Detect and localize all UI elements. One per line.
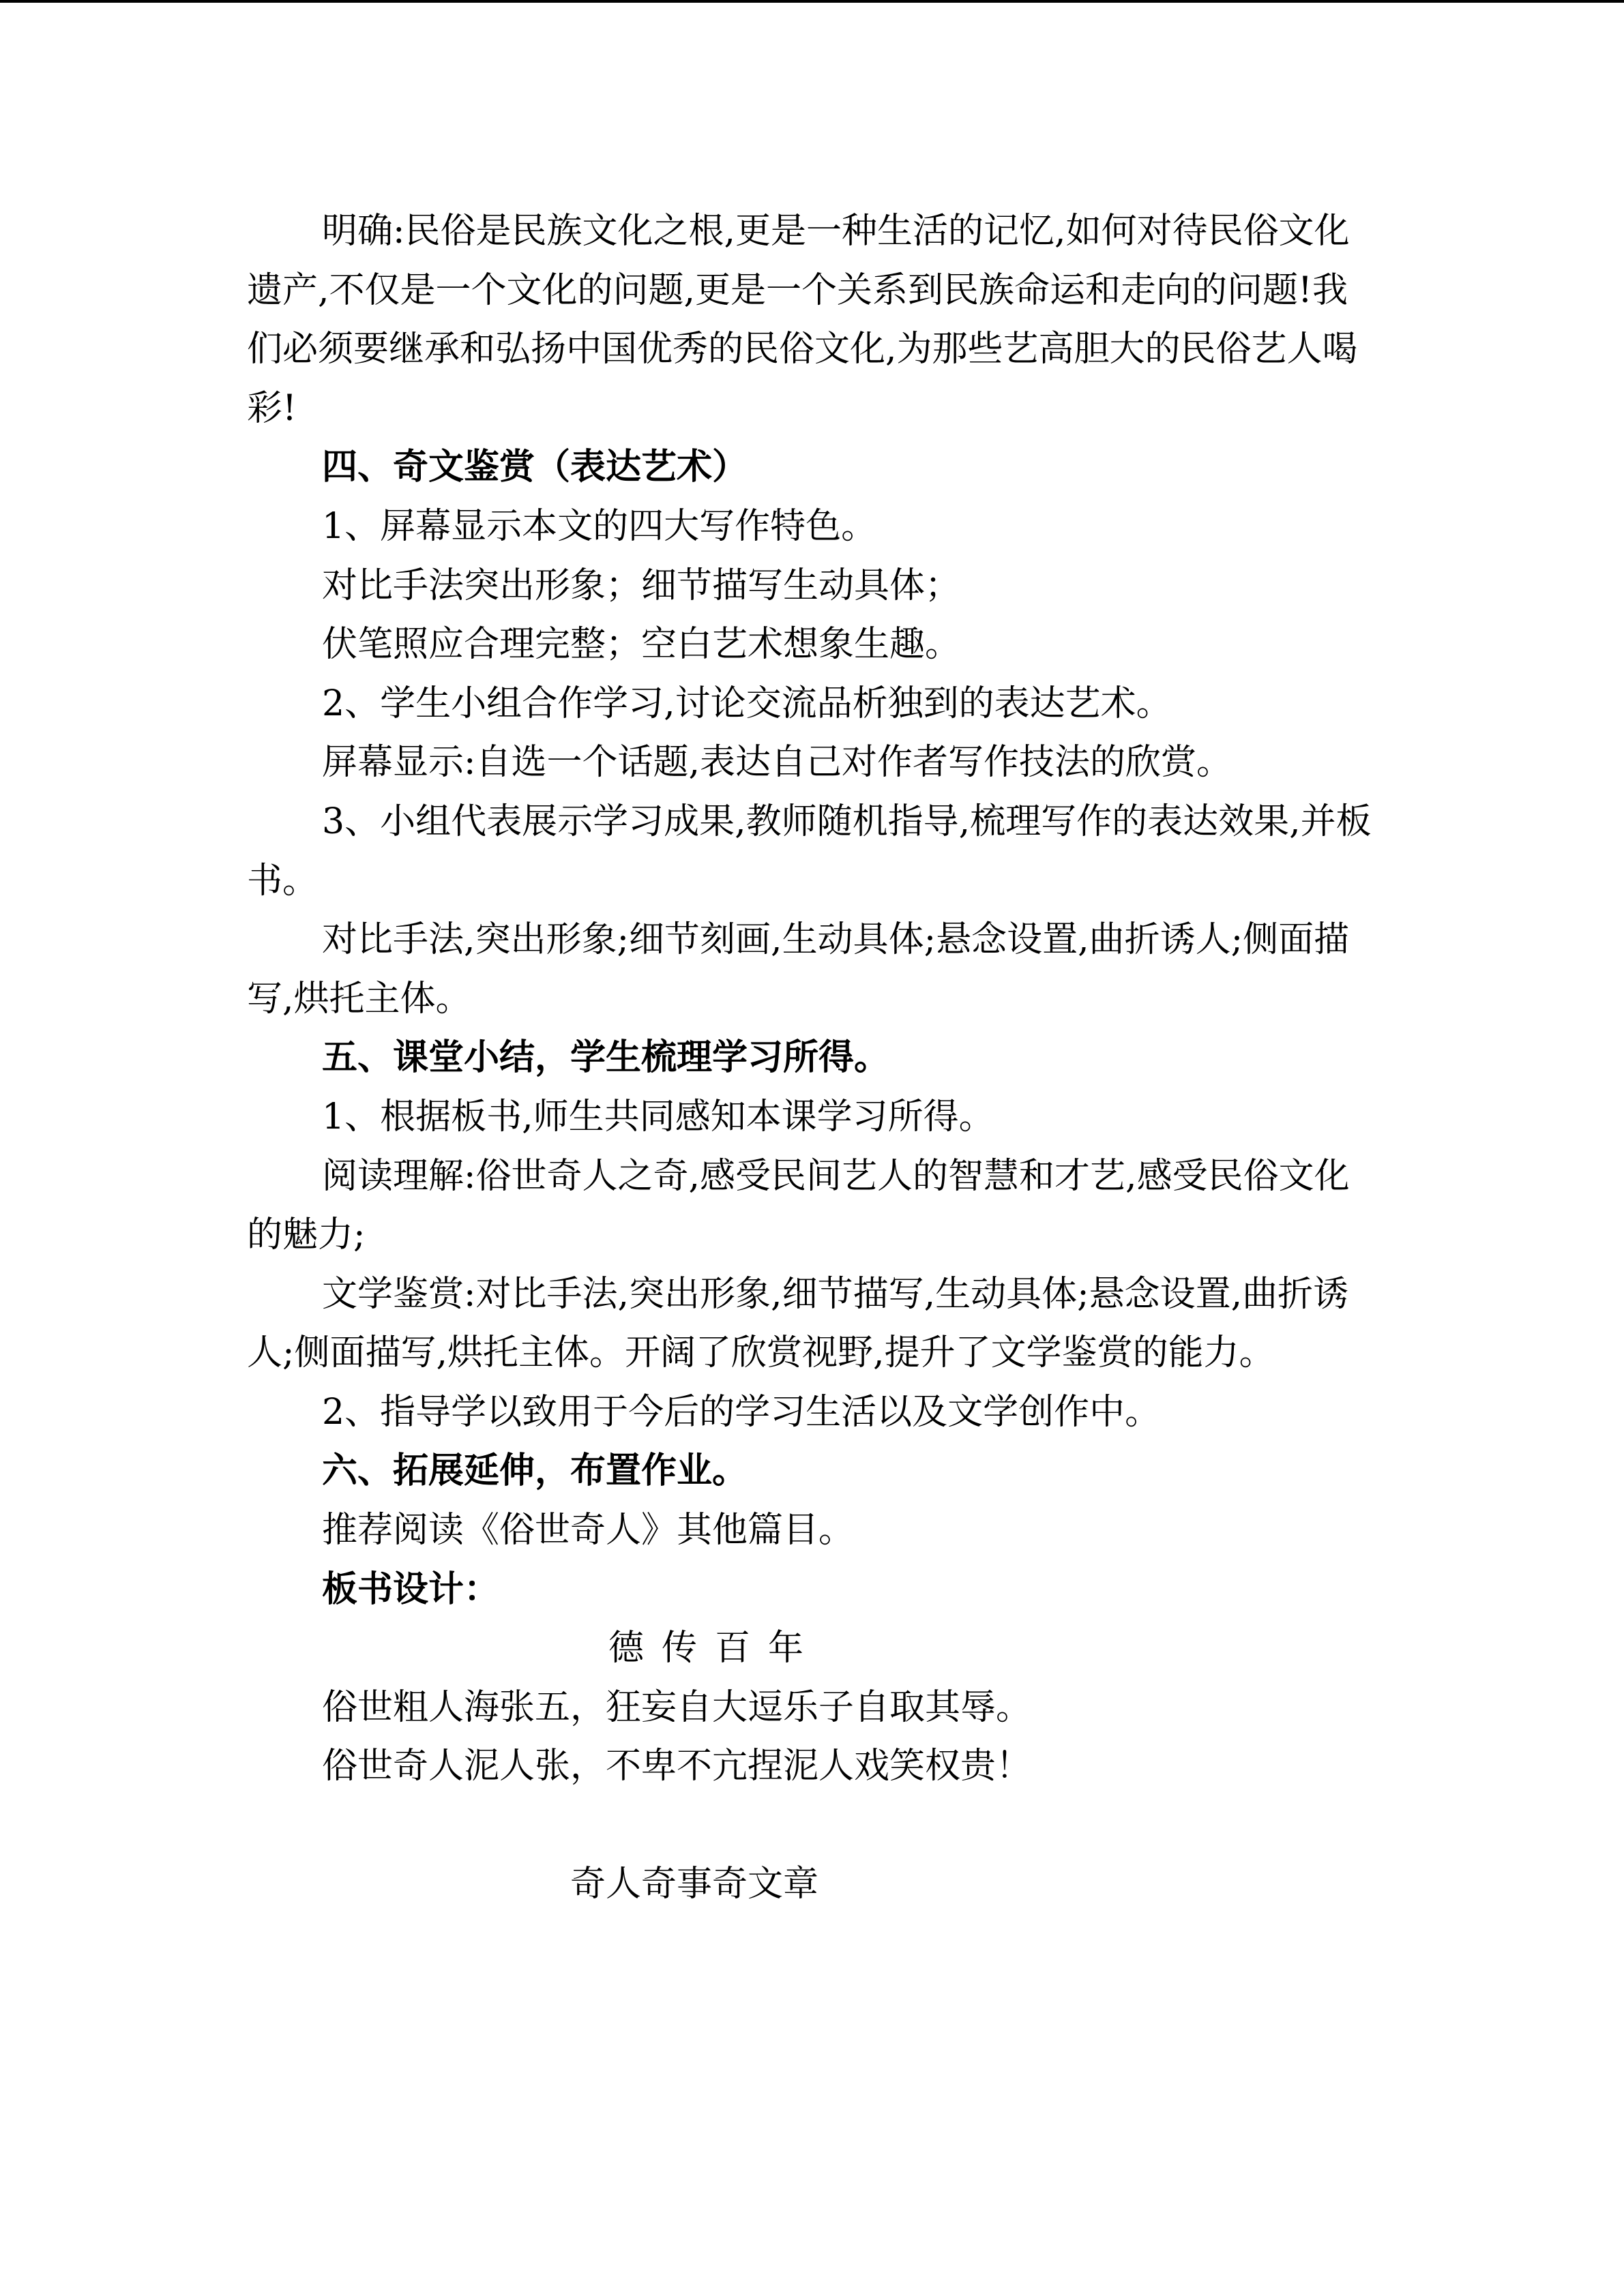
- board-design-heading: 板书设计：: [322, 1568, 500, 1610]
- board-footer: 奇人奇事奇文章: [570, 1864, 819, 1905]
- paragraph-features-1: 对比手法突出形象；细节描写生动具体；: [322, 565, 961, 606]
- paragraph-item-4-3: 3、小组代表展示学习成果,教师随机指导,梳理写作的表达效果,并板书。: [247, 801, 1372, 901]
- board-line-1: 俗世粗人海张五，狂妄自大逗乐子自取其辱。: [322, 1686, 1032, 1728]
- paragraph-literary-appreciation: 文学鉴赏:对比手法,突出形象,细节描写,生动具体;悬念设置,曲折诱人;侧面描写,烘托主体。开阔了欣赏视野,提升了文学鉴赏的能力。: [247, 1273, 1349, 1374]
- section-heading-5: 五、课堂小结，学生梳理学习所得。: [322, 1037, 890, 1079]
- paragraph-item-4-2: 2、学生小组合作学习,讨论交流品析独到的表达艺术。: [322, 683, 1172, 724]
- paragraph-features-2: 伏笔照应合理完整；空白艺术想象生趣。: [322, 624, 961, 666]
- paragraph-item-4-1: 1、屏幕显示本文的四大写作特色。: [322, 505, 877, 547]
- board-title: 德传百年: [608, 1628, 822, 1669]
- section-heading-4: 四、奇文鉴赏（表达艺术）: [322, 446, 748, 488]
- document-body: [247, 202, 1379, 1914]
- section-heading-6: 六、拓展延伸，布置作业。: [322, 1450, 748, 1492]
- paragraph-item-5-2: 2、指导学以致用于今后的学习生活以及文学创作中。: [322, 1391, 1161, 1433]
- paragraph-screen-display: 屏幕显示:自选一个话题,表达自己对作者写作技法的欣赏。: [322, 742, 1232, 784]
- paragraph-item-5-1: 1、根据板书,师生共同感知本课学习所得。: [322, 1096, 994, 1137]
- paragraph-recommended-reading: 推荐阅读《俗世奇人》其他篇目。: [322, 1510, 855, 1551]
- paragraph-board-notes: 对比手法,突出形象;细节刻画,生动具体;悬念设置,曲折诱人;侧面描写,烘托主体。: [247, 919, 1350, 1019]
- board-line-2: 俗世奇人泥人张，不卑不亢捏泥人戏笑权贵！: [322, 1746, 1032, 1787]
- top-border: [0, 0, 1624, 3]
- paragraph-reading-comprehension: 阅读理解:俗世奇人之奇,感受民间艺人的智慧和才艺,感受民俗文化的魅力;: [247, 1155, 1350, 1256]
- paragraph-conclusion: 明确:民俗是民族文化之根,更是一种生活的记忆,如何对待民俗文化遗产,不仅是一个文化的问题,更是一个关系到民族命运和走向的问题!我们必须要继承和弘扬中国优秀的民俗文化,为那些艺高胆大的民俗艺人喝彩!: [247, 211, 1358, 429]
